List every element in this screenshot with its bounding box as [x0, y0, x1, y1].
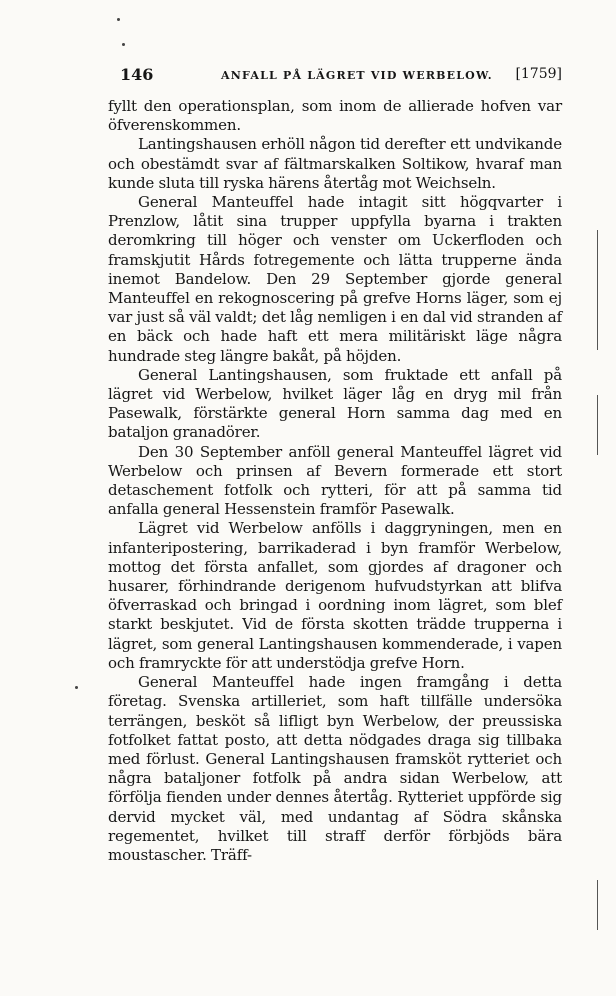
- margin-rule: [597, 880, 598, 930]
- margin-rule: [597, 230, 598, 350]
- page-number: 146: [120, 65, 154, 84]
- year-bracket: [1759]: [515, 66, 562, 82]
- paragraph-4: General Lantingshausen, som fruktade ett anfall på lägret vid Werbelow, hvilket läger låg en dryg mil från Pasewalk, förstärkte general Horn samma dag med en bataljon granadörer.: [108, 365, 562, 442]
- paragraph-2: Lantingshausen erhöll någon tid derefter ett undvikande och obestämdt svar af fältmarskalken Soltikow, hvaraf man kunde sluta till ryska härens återtåg mot Weichseln.: [108, 135, 562, 192]
- running-title: ANFALL PÅ LÄGRET VID WERBELOW.: [221, 69, 493, 82]
- scan-speck: [75, 686, 78, 689]
- body-text: [108, 97, 562, 865]
- paragraph-6: Lägret vid Werbelow anfölls i daggryningen, men en infanteripostering, barrikaderad i byn framför Werbelow, mottog det första anfallet, som gjordes af dragoner och husarer, förhindrande derigenom hufvudstyrkan att blifva öfverraskad och bringad i oordning inom lägret, som blef starkt beskjutet. Vid de första skotten trädde trupperna i lägret, som general Lantingshausen kommenderade, i vapen och framryckte för att understödja grefve Horn.: [108, 519, 562, 672]
- paragraph-3: General Manteuffel hade intagit sitt högqvarter i Prenzlow, låtit sina trupper uppfylla byarna i trakten deromkring till höger och venster om Uckerfloden och framskjutit Hårds fotregemente och lätta trupperne ända inemot Bandelow. Den 29 September gjorde general Manteuffel en rekognoscering på grefve Horns läger, som ej var just så väl valdt; det låg nemligen i en dal vid stranden af en bäck och hade haft ett mera militäriskt läge några hundrade steg längre bakåt, på höjden.: [108, 193, 562, 365]
- scan-speck: [122, 43, 125, 46]
- paragraph-1: fyllt den operationsplan, som inom de allierade hofven var öfverenskommen.: [108, 97, 562, 135]
- paragraph-7: General Manteuffel hade ingen framgång i detta företag. Svenska artilleriet, som haft tillfälle undersöka terrängen, besköt så lifligt byn Werbelow, der preussiska fotfolket fattat posto, att detta nödgades draga sig tillbaka med förlust. General Lantingshausen framsköt rytteriet och några bataljoner fotfolk på andra sidan Werbelow, att förfölja fienden under dennes återtåg. Rytteriet uppförde sig dervid mycket väl, med undantag af Södra skånska regementet, hvilket till straff derför förbjöds bära moustascher. Träff-: [108, 673, 562, 864]
- paragraph-5: Den 30 September anföll general Manteuffel lägret vid Werbelow och prinsen af Bevern formerade ett stort detaschement fotfolk och rytteri, för att på samma tid anfalla general Hessenstein framför Pasewalk.: [108, 442, 562, 519]
- page-header: [108, 65, 562, 87]
- scan-speck: [117, 18, 120, 21]
- margin-rule: [597, 395, 598, 455]
